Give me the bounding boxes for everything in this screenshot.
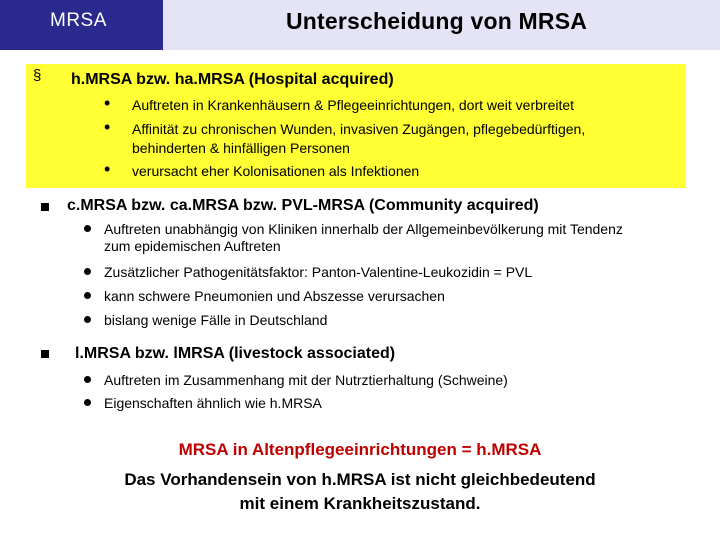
bullet-dot (84, 292, 91, 299)
bullet-dot (84, 268, 91, 275)
bullet-dot (84, 376, 91, 383)
section-bullet-square (41, 203, 49, 211)
section-heading: h.MRSA bzw. ha.MRSA (Hospital acquired) (71, 71, 394, 88)
bullet-dot: • (104, 93, 111, 113)
section-bullet: § (33, 67, 42, 84)
page-title: Unterscheidung von MRSA (286, 8, 588, 34)
section-bullet-square (41, 350, 49, 358)
bullet-dot (84, 399, 91, 406)
logo-text: MRSA (50, 10, 107, 31)
list-item: zum epidemischen Auftreten (104, 238, 281, 254)
list-item: behinderten & hinfälligen Personen (132, 140, 350, 156)
list-item: Auftreten im Zusammenhang mit der Nutrztierhaltung (Schweine) (104, 372, 508, 388)
list-item: Auftreten in Krankenhäusern & Pflegeeinrichtungen, dort weit verbreitet (132, 97, 575, 113)
section-heading: c.MRSA bzw. ca.MRSA bzw. PVL-MRSA (Community acquired) (67, 197, 539, 214)
list-item: Auftreten unabhängig von Kliniken innerhalb der Allgemeinbevölkerung mit Tendenz (104, 221, 623, 237)
list-item: bislang wenige Fälle in Deutschland (104, 312, 328, 328)
conclusion-highlight: MRSA in Altenpflegeeinrichtungen = h.MRSA (178, 440, 542, 459)
bullet-dot (84, 316, 91, 323)
list-item: verursacht eher Kolonisationen als Infektionen (132, 163, 420, 179)
list-item: Zusätzlicher Pathogenitätsfaktor: Panton-Valentine-Leukozidin = PVL (104, 264, 533, 280)
bullet-dot: • (104, 117, 111, 137)
section-heading: l.MRSA bzw. lMRSA (livestock associated) (75, 345, 396, 362)
bullet-dot (84, 225, 91, 232)
header-title-panel (163, 0, 720, 50)
conclusion-line: Das Vorhandensein von h.MRSA ist nicht gleichbedeutend (124, 470, 596, 489)
bullet-dot: • (104, 159, 111, 179)
list-item: Affinität zu chronischen Wunden, invasiven Zugängen, pflegebedürftigen, (132, 121, 586, 137)
list-item: Eigenschaften ähnlich wie h.MRSA (104, 395, 322, 411)
header-logo-panel (0, 0, 163, 50)
list-item: kann schwere Pneumonien und Abszesse verursachen (104, 288, 445, 304)
conclusion-line: mit einem Krankheitszustand. (239, 494, 481, 513)
